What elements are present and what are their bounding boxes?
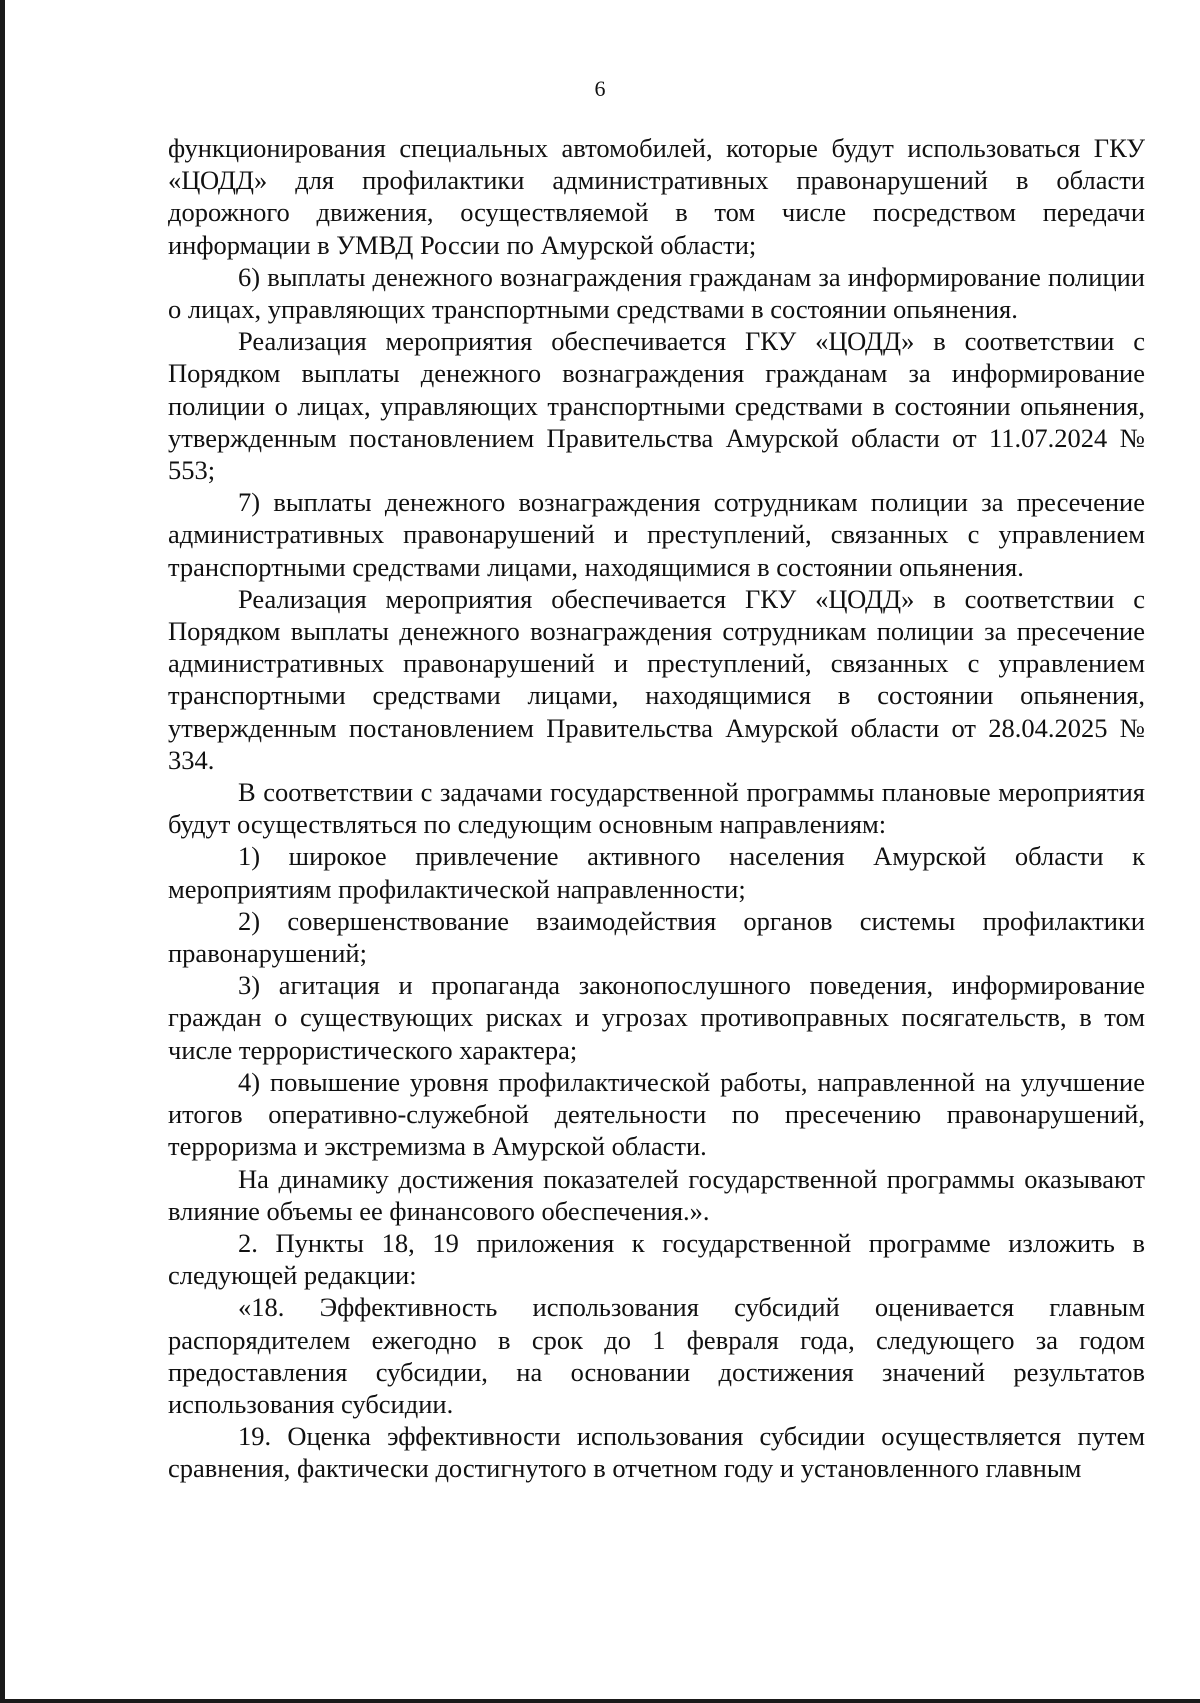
page-number: 6 (594, 76, 606, 101)
paragraph-financing: На динамику достижения показателей государственной программы оказывают влияние объемы ее финансового обеспечения.». (168, 1163, 1145, 1226)
amendment-item-2: 2. Пункты 18, 19 приложения к государственной программе изложить в следующей редакции: (168, 1227, 1145, 1291)
paragraph-implementation-334: Реализация мероприятия обеспечивается ГКУ «ЦОДД» в соответствии с Порядком выплаты денежного вознаграждения сотрудникам полиции за пресечение административных правонарушений и преступлений, связанных с управлением транспортными средствами лицами, находящимися в состоянии опьянения, утвержденным постановлением Правительства Амурской области от 28.04.2025 № 334. (168, 583, 1145, 775)
direction-item-2: 2) совершенствование взаимодействия органов системы профилактики правонарушений; (168, 905, 1145, 969)
paragraph-implementation-553: Реализация мероприятия обеспечивается ГКУ «ЦОДД» в соответствии с Порядком выплаты денежного вознаграждения гражданам за информирование полиции о лицах, управляющих транспортными средствами в состоянии опьянения, утвержденным постановлением Правительства Амурской области от 11.07.2024 № 553; (168, 326, 1145, 486)
direction-item-4: 4) повышение уровня профилактической работы, направленной на улучшение итогов оперативно-служебной деятельности по пресечению правонарушений, терроризма и экстремизма в Амурской области. (168, 1066, 1145, 1162)
scan-edge-left (0, 0, 5, 1703)
paragraph-continuation: функционирования специальных автомобилей, которые будут использоваться ГКУ «ЦОДД» для профилактики административных правонарушений в области дорожного движения, осуществляемой в том числе посредством передачи информации в УМВД России по Амурской области; (168, 133, 1145, 260)
scan-edge-bottom (0, 1699, 1200, 1703)
paragraph-directions-intro: В соответствии с задачами государственной программы плановые мероприятия будут осуществляться по следующим основным направлениям: (168, 777, 1145, 840)
direction-item-3: 3) агитация и пропаганда законопослушного поведения, информирование граждан о существующих рисках и угрозах противоправных посягательств, в том числе террористического характера; (168, 970, 1145, 1065)
list-item-6: 6) выплаты денежного вознаграждения гражданам за информирование полиции о лицах, управляющих транспортными средствами в состоянии опьянения. (168, 261, 1145, 325)
document-body (168, 132, 1145, 1485)
clause-19: 19. Оценка эффективности использования субсидии осуществляется путем сравнения, фактически достигнутого в отчетном году и установленного главным (168, 1421, 1145, 1484)
clause-18: «18. Эффективность использования субсидий оценивается главным распорядителем ежегодно в срок до 1 февраля года, следующего за годом предоставления субсидии, на основании достижения значений результатов использования субсидии. (168, 1292, 1145, 1419)
list-item-7: 7) выплаты денежного вознаграждения сотрудникам полиции за пресечение административных правонарушений и преступлений, связанных с управлением транспортными средствами лицами, находящимися в состоянии опьянения. (168, 487, 1145, 582)
direction-item-1: 1) широкое привлечение активного населения Амурской области к мероприятиям профилактической направленности; (168, 841, 1145, 904)
